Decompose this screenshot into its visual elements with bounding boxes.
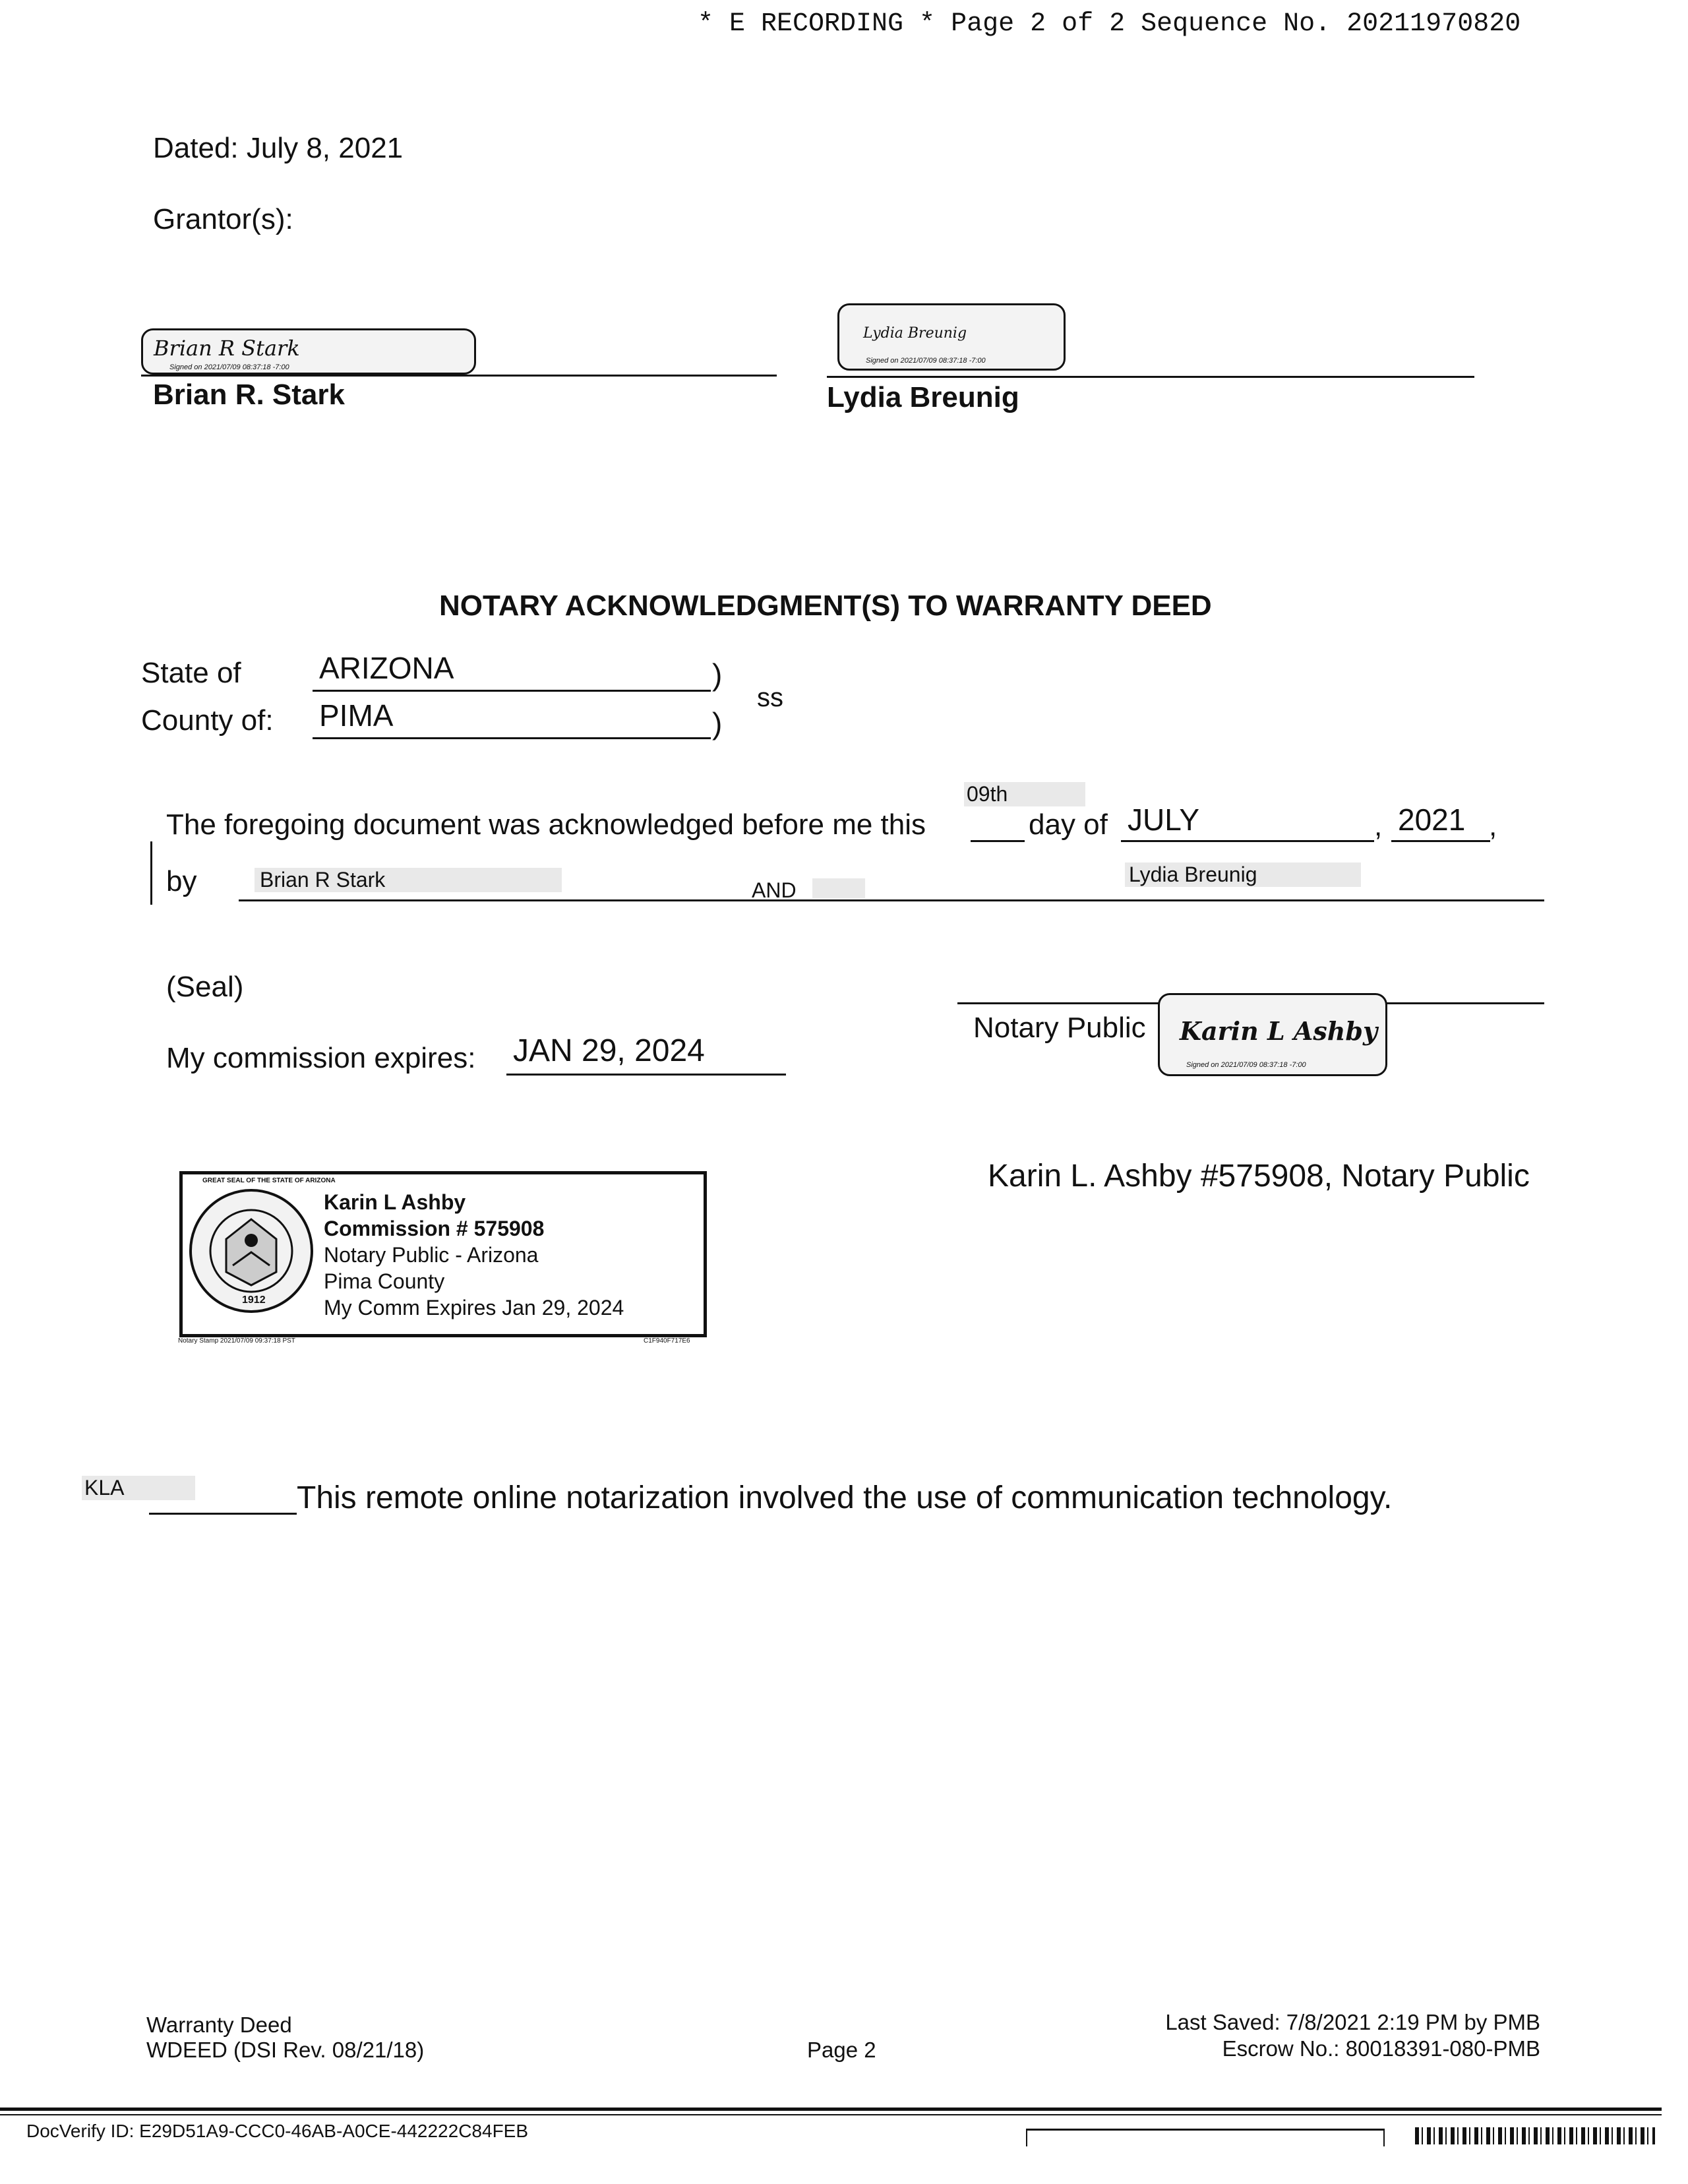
grantor2-signature-script: Lydia Breunig bbox=[863, 325, 967, 342]
stamp-footer-right: C1F940F717E6 bbox=[644, 1337, 690, 1345]
remote-initials: KLA bbox=[82, 1476, 195, 1500]
month-line bbox=[1121, 840, 1374, 842]
grantor2-signed-on: Signed on 2021/07/09 08:37:18 -7:00 bbox=[866, 357, 986, 365]
and-gray-pad bbox=[812, 878, 865, 898]
ss-label: ss bbox=[757, 683, 783, 712]
grantor1-signature-line bbox=[141, 375, 777, 377]
bottom-rule bbox=[0, 2108, 1662, 2111]
stamp-expires: My Comm Expires Jan 29, 2024 bbox=[324, 1296, 624, 1320]
stamp-county: Pima County bbox=[324, 1269, 445, 1293]
commission-value: JAN 29, 2024 bbox=[513, 1033, 705, 1068]
state-value: ARIZONA bbox=[319, 651, 454, 685]
notary-signed-on: Signed on 2021/07/09 08:37:18 -7:00 bbox=[1186, 1061, 1306, 1069]
grantor1-signature-box bbox=[141, 328, 476, 375]
and-label: AND bbox=[752, 878, 797, 902]
footer-escrow: Escrow No.: 80018391-080-PMB bbox=[1222, 2036, 1540, 2061]
county-paren: ) bbox=[712, 706, 723, 741]
county-line bbox=[313, 737, 711, 739]
stamp-seal-year: 1912 bbox=[242, 1294, 266, 1306]
notary-name-line: Karin L. Ashby #575908, Notary Public bbox=[988, 1159, 1530, 1194]
notary-title: NOTARY ACKNOWLEDGMENT(S) TO WARRANTY DEED bbox=[439, 590, 1212, 622]
by-name1: Brian R Stark bbox=[255, 868, 562, 892]
grantor2-signature-line bbox=[827, 376, 1474, 378]
grantors-label: Grantor(s): bbox=[153, 203, 293, 235]
by-line bbox=[239, 899, 1544, 901]
day-of-label: day of bbox=[1029, 808, 1108, 841]
footer-doc-name: Warranty Deed bbox=[146, 2013, 292, 2037]
month-value: JULY bbox=[1128, 803, 1200, 837]
grantor2-signature-box bbox=[837, 303, 1066, 371]
footer-last-saved: Last Saved: 7/8/2021 2:19 PM by PMB bbox=[1165, 2010, 1540, 2034]
year-comma: , bbox=[1489, 810, 1497, 842]
seal-label: (Seal) bbox=[166, 971, 244, 1003]
commission-label: My commission expires: bbox=[166, 1042, 476, 1074]
stamp-role: Notary Public - Arizona bbox=[324, 1243, 539, 1267]
grantor1-printed-name: Brian R. Stark bbox=[153, 379, 345, 411]
by-name2: Lydia Breunig bbox=[1125, 863, 1361, 887]
notary-stamp bbox=[179, 1171, 707, 1337]
footer-page: Page 2 bbox=[807, 2038, 876, 2062]
month-comma: , bbox=[1374, 810, 1383, 842]
bottom-rule-thin bbox=[0, 2114, 1662, 2115]
grantor1-signed-on: Signed on 2021/07/09 08:37:18 -7:00 bbox=[169, 363, 289, 371]
notary-signature-script: Karin L Ashby bbox=[1180, 1016, 1378, 1046]
county-label: County of: bbox=[141, 704, 274, 737]
year-value: 2021 bbox=[1398, 803, 1466, 837]
remote-initials-line bbox=[149, 1513, 297, 1515]
remote-text: This remote online notarization involved the use of communication technology. bbox=[297, 1480, 1393, 1515]
stamp-footer-left: Notary Stamp 2021/07/09 09:37:18 PST bbox=[178, 1337, 295, 1345]
year-line bbox=[1391, 840, 1490, 842]
state-paren: ) bbox=[712, 657, 723, 692]
docverify-box bbox=[1026, 2129, 1385, 2146]
notary-signature-box bbox=[1158, 993, 1387, 1076]
county-value: PIMA bbox=[319, 698, 394, 733]
commission-line bbox=[506, 1074, 786, 1076]
by-label: by bbox=[166, 865, 197, 897]
stamp-name: Karin L Ashby bbox=[324, 1190, 466, 1214]
acknowledgment-sentence: The foregoing document was acknowledged before me this bbox=[166, 808, 926, 841]
barcode-icon bbox=[1415, 2127, 1655, 2144]
stamp-seal-text: GREAT SEAL OF THE STATE OF ARIZONA bbox=[202, 1177, 336, 1184]
docverify-id: DocVerify ID: E29D51A9-CCC0-46AB-A0CE-442222C84FEB bbox=[26, 2121, 529, 2141]
recording-header: * E RECORDING * Page 2 of 2 Sequence No. 20211970820 bbox=[698, 9, 1521, 39]
day-line bbox=[971, 840, 1025, 842]
grantor1-signature-script: Brian R Stark bbox=[154, 336, 300, 361]
dated-line: Dated: July 8, 2021 bbox=[153, 132, 404, 164]
state-line bbox=[313, 690, 711, 692]
state-label: State of bbox=[141, 657, 241, 689]
stamp-commission: Commission # 575908 bbox=[324, 1217, 545, 1240]
grantor2-printed-name: Lydia Breunig bbox=[827, 381, 1019, 413]
footer-doc-rev: WDEED (DSI Rev. 08/21/18) bbox=[146, 2038, 425, 2062]
day-value: 09th bbox=[964, 782, 1085, 806]
left-margin-bar bbox=[150, 841, 152, 905]
notary-public-label: Notary Public bbox=[973, 1012, 1146, 1044]
